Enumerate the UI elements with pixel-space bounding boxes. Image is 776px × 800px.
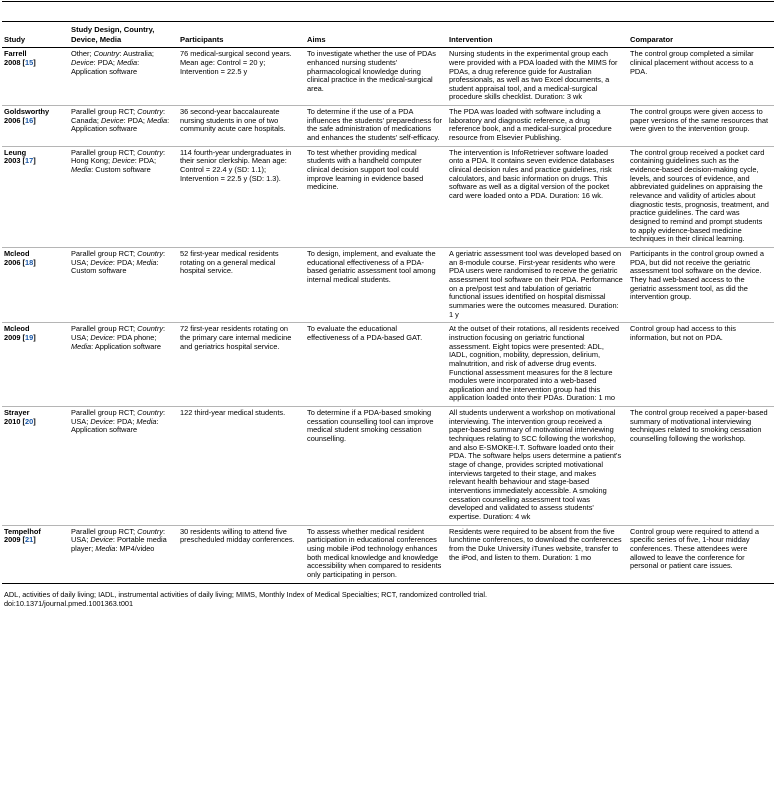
design-field-label: Media <box>147 115 168 125</box>
design-field-label: Media <box>95 543 116 553</box>
design-field-value: : PDA; <box>112 257 137 267</box>
design-field-value: : USA; <box>71 248 166 267</box>
comparator-cell: The control group completed a similar clinical placement without access to a PDA. <box>628 48 774 106</box>
design-field-value: : Custom software <box>71 257 159 276</box>
study-year: 2006 <box>4 115 21 125</box>
design-field-label: Country <box>93 49 120 59</box>
design-field-value: : MP4/video <box>115 543 155 553</box>
intervention-cell: Residents were required to be absent from the five lunchtime conferences, to download the conferences from the Duke University iTunes website, transfer to the iPod, and listen to them. Duration: 1 mo <box>447 525 628 583</box>
aims-cell: To design, implement, and evaluate the educational effectiveness of a PDA-based geriatric assessment tool among internal medical students. <box>305 247 447 322</box>
aims-cell: To determine if a PDA-based smoking cessation counselling tool can improve medical student smoking cessation counselling. <box>305 407 447 526</box>
design-field-label: Device <box>101 115 124 125</box>
study-name: Mcleod <box>4 248 30 258</box>
design-field-value: : USA; <box>71 324 166 342</box>
design-field-label: Device <box>90 535 113 545</box>
aims-cell: To evaluate the educational effectiveness of a PDA-based GAT. <box>305 323 447 407</box>
study-cell: Mcleod 2006 [18] <box>2 247 69 322</box>
participants-cell: 72 first-year residents rotating on the primary care internal medicine and geriatrics hospital service. <box>178 323 305 407</box>
reference-link[interactable]: 21 <box>24 535 34 545</box>
design-field-value: : Australia; <box>119 49 154 59</box>
reference-link[interactable]: 18 <box>24 257 34 267</box>
intervention-cell: All students underwent a workshop on motivational interviewing. The intervention group received a paper-based summary of motivational interviewing techniques relating to SCC following the workshop, and also E-SMOKE-I.T. Software loaded onto their PDA. The software helps users determine a patient's stage of change, provides scripted motivational interviews targeted to their stage, and makes relevant health behaviour and stage-based interventions immediately accessible. A smoking cessation counselling assessment tool was developed and validated to assess students' expertise. Duration: 4 wk <box>447 407 628 526</box>
design-field-label: Device <box>90 416 113 426</box>
design-field-value: : Portable media player; <box>71 535 167 553</box>
participants-cell: 76 medical-surgical second years. Mean age: Control = 20 y; Intervention = 22.5 y <box>178 48 305 106</box>
design-field-label: Device <box>90 257 113 267</box>
document-page <box>2 0 774 608</box>
participants-cell: 122 third-year medical students. <box>178 407 305 526</box>
study-year: 2003 <box>4 156 21 166</box>
table-row <box>2 106 774 147</box>
design-field-value: : PDA; <box>123 115 148 125</box>
study-year: 2009 <box>4 535 21 545</box>
design-cell <box>69 247 178 322</box>
comparator-cell: Participants in the control group owned a PDA, but did not receive the geriatric assessment tool software on the device. They had web-based access to the geriatric assessment tool, as did the intervention group. <box>628 247 774 322</box>
design-field-label: Media <box>117 57 138 67</box>
design-field-value: : Application software <box>71 57 140 76</box>
design-cell <box>69 323 178 407</box>
design-field-value: Parallel group RCT; <box>71 408 138 418</box>
design-field-value: : Application software <box>91 341 161 351</box>
design-cell <box>69 146 178 247</box>
study-year: 2009 <box>4 332 21 342</box>
design-field-label: Device <box>71 57 94 67</box>
studies-table <box>2 23 774 584</box>
design-field-value: : Hong Kong; <box>71 147 166 166</box>
reference-link[interactable]: 17 <box>24 156 34 166</box>
design-field-value: : USA; <box>71 408 166 426</box>
design-cell <box>69 48 178 106</box>
aims-cell: To investigate whether the use of PDAs enhanced nursing students' pharmacological knowledge during clinical practice in the medical-surgical area. <box>305 48 447 106</box>
study-cell: Strayer 2010 [20] <box>2 407 69 526</box>
design-field-label: Country <box>137 147 164 157</box>
design-field-value: : Application software <box>71 416 159 435</box>
design-field-label: Media <box>71 165 92 175</box>
participants-cell: 36 second-year baccalaureate nursing students in one of two community acute care hospitals. <box>178 106 305 147</box>
design-field-value: : Application software <box>71 115 170 134</box>
study-year: 2008 <box>4 57 21 67</box>
reference-link[interactable]: 15 <box>24 57 34 67</box>
design-cell <box>69 407 178 526</box>
design-field-value: Parallel group RCT; <box>71 324 138 334</box>
abbreviations-footnote: ADL, activities of daily living; IADL, instrumental activities of daily living; MIMS, Monthly Index of Medical Specialties; RCT, randomized controlled trial. <box>4 589 488 599</box>
intervention-cell: Nursing students in the experimental group each were provided with a PDA loaded with the MIMS for PDAs, a drug reference guide for Australian professionals, as well as two Excel documents, a student appraisal tool, and a medical-surgical procedure skills checklist. Duration: 3 wk <box>447 48 628 106</box>
comparator-cell: Control group were required to attend a specific series of five, 1-hour midday conferences. These attendees were allowed to leave the conference for personal or patient care issues. <box>628 525 774 583</box>
study-year: 2006 <box>4 257 21 267</box>
table-row <box>2 48 774 106</box>
table-row <box>2 323 774 407</box>
design-cell <box>69 106 178 147</box>
design-field-label: Device <box>112 156 135 166</box>
intervention-cell: A geriatric assessment tool was developed based on an 8-module course. First-year residents who were PDA users were randomised to receive the geriatric assessment tool software on their PDA. Performance on a pre/post test and tabulation of geriatric functional issues identified on hospital dismissal summaries were the outcomes measured. Duration: 1 y <box>447 247 628 322</box>
table-footnotes <box>2 590 774 609</box>
study-name: Tempelhof <box>4 526 41 536</box>
intervention-cell: At the outset of their rotations, all residents received instruction focusing on geriatric functional assessment. Eight topics were presented: ADL, IADL, cognition, mobility, depression, delirium, malnutrition, and risk of adverse drug events. Functional assessment measures for the 8 lecture modules were incorporated into a web-based application and the intervention group had this application loaded onto their PDAs. Duration: 1 mo <box>447 323 628 407</box>
design-field-value: : USA; <box>71 526 166 545</box>
participants-cell: 30 residents willing to attend five prescheduled midday conferences. <box>178 525 305 583</box>
intervention-cell: The intervention is InfoRetriever software loaded onto a PDA. It contains seven evidence databases clinical decision rules and practice guidelines, risk calculators, and basic information on drugs. This software as well as a digital version of the pocket card were loaded onto a PDA. Duration: 16 wk. <box>447 146 628 247</box>
study-name: Goldsworthy <box>4 107 50 117</box>
table-row <box>2 146 774 247</box>
table-header-row <box>2 23 774 48</box>
study-year: 2010 <box>4 416 21 426</box>
design-field-value: : Custom software <box>91 165 151 175</box>
design-field-label: Media <box>71 341 92 351</box>
col-header-design: Study Design, Country, Device, Media <box>69 23 178 48</box>
design-cell <box>69 525 178 583</box>
comparator-cell: Control group had access to this information, but not on PDA. <box>628 323 774 407</box>
design-field-value: : PDA; <box>112 416 137 426</box>
col-header-aims: Aims <box>305 23 447 48</box>
design-field-label: Country <box>137 324 164 334</box>
aims-cell: To assess whether medical resident participation in educational conferences using mobile iPod technology enhances both medical knowledge and knowledge accessibility when compared to residents only participating in person. <box>305 525 447 583</box>
design-field-value: : PDA phone; <box>112 332 157 342</box>
table-row <box>2 247 774 322</box>
design-field-value: : Canada; <box>71 107 166 125</box>
study-cell: Leung 2003 [17] <box>2 146 69 247</box>
reference-link[interactable]: 19 <box>24 332 34 342</box>
aims-cell: To test whether providing medical students with a handheld computer clinical decision support tool could improve learning in evidence based medicine. <box>305 146 447 247</box>
study-name: Farrell <box>4 49 27 59</box>
comparator-cell: The control groups were given access to paper versions of the same resources that were given to the intervention group. <box>628 106 774 147</box>
study-name: Mcleod <box>4 324 30 334</box>
table-body <box>2 48 774 583</box>
design-field-value: Parallel group RCT; <box>71 107 138 117</box>
participants-cell: 52 first-year medical residents rotating on a general medical hospital service. <box>178 247 305 322</box>
study-cell: Goldsworthy 2006 [16] <box>2 106 69 147</box>
design-field-label: Country <box>137 248 164 258</box>
table-row <box>2 525 774 583</box>
study-cell: Tempelhof 2009 [21] <box>2 525 69 583</box>
col-header-participants: Participants <box>178 23 305 48</box>
intervention-cell: The PDA was loaded with software including a laboratory and diagnostic reference, a drug reference book, and a medical-surgical procedure resource from Elsevier Publishing. <box>447 106 628 147</box>
design-field-label: Media <box>136 416 157 426</box>
design-field-value: Parallel group RCT; <box>71 147 138 157</box>
study-cell: Mcleod 2009 [19] <box>2 323 69 407</box>
participants-cell: 114 fourth-year undergraduates in their senior clerkship. Mean age: Control = 22.4 y (SD: 1.1); Intervention = 22.5 y (SD: 1.3). <box>178 146 305 247</box>
design-field-value: Parallel group RCT; <box>71 526 138 536</box>
doi-line: doi:10.1371/journal.pmed.1001363.t001 <box>4 598 134 608</box>
design-field-label: Country <box>137 408 164 418</box>
aims-cell: To determine if the use of a PDA influences the students' preparedness for the safe administration of medications and enhances the students' self-efficacy. <box>305 106 447 147</box>
col-header-study: Study <box>2 23 69 48</box>
reference-link[interactable]: 16 <box>24 115 34 125</box>
col-header-intervention: Intervention <box>447 23 628 48</box>
table-row <box>2 407 774 526</box>
top-rule-2 <box>2 21 774 22</box>
top-rule <box>2 1 774 2</box>
design-field-value: : PDA; <box>93 57 118 67</box>
comparator-cell: The control group received a pocket card containing guidelines such as the evidence-based decision-making cycle, levels, and sources of evidence, and abbreviated guidelines on appraising the relevance and validity of articles about diagnostic tests, prognosis, treatment, and practice guidelines. The card was designed to remind and prompt students to apply evidence-based medicine techniques in their clinical learning. <box>628 146 774 247</box>
design-field-label: Media <box>136 257 157 267</box>
design-field-label: Country <box>137 526 164 536</box>
design-field-label: Country <box>137 107 164 117</box>
design-field-value: : PDA; <box>134 156 157 166</box>
design-field-label: Device <box>90 332 113 342</box>
col-header-comparator: Comparator <box>628 23 774 48</box>
study-name: Leung <box>4 147 27 157</box>
study-name: Strayer <box>4 408 30 418</box>
study-cell: Farrell 2008 [15] <box>2 48 69 106</box>
design-field-value: Other; <box>71 49 94 59</box>
reference-link[interactable]: 20 <box>24 416 34 426</box>
design-field-value: Parallel group RCT; <box>71 248 138 258</box>
comparator-cell: The control group received a paper-based summary of motivational interviewing techniques related to smoking cessation counselling following the workshop. <box>628 407 774 526</box>
